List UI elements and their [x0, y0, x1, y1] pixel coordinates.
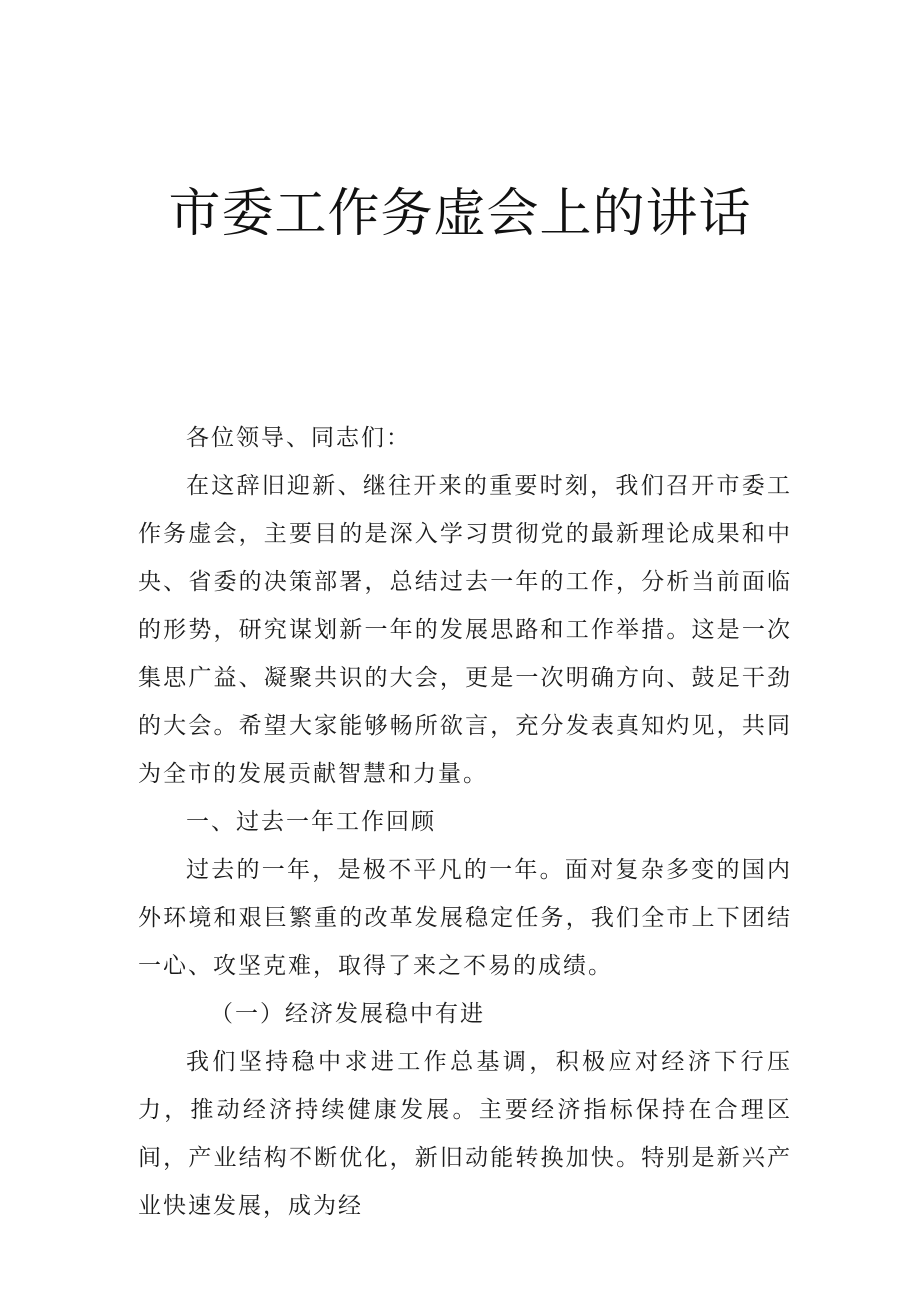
- paragraph-review: 过去的一年，是极不平凡的一年。面对复杂多变的国内外环境和艰巨繁重的改革发展稳定任务，我们全市上下团结一心、攻坚克难，取得了来之不易的成绩。: [138, 857, 792, 979]
- salutation: 各位领导、同志们：: [186, 425, 411, 451]
- paragraph-economy: 我们坚持稳中求进工作总基调，积极应对经济下行压力，推动经济持续健康发展。主要经济指标保持在合理区间，产业结构不断优化，新旧动能转换加快。特别是新兴产业快速发展，成为经: [138, 1049, 792, 1219]
- subsection-heading: （一）经济发展稳中有进: [210, 1001, 485, 1027]
- section-heading: 一、过去一年工作回顾: [186, 809, 436, 835]
- document-title: 市委工作务虚会上的讲话: [168, 184, 752, 244]
- document-body: [138, 414, 792, 1230]
- paragraph-intro: 在这辞旧迎新、继往开来的重要时刻，我们召开市委工作务虚会，主要目的是深入学习贯彻党的最新理论成果和中央、省委的决策部署，总结过去一年的工作，分析当前面临的形势，研究谋划新一年的发展思路和工作举措。这是一次集思广益、凝聚共识的大会，更是一次明确方向、鼓足干劲的大会。希望大家能够畅所欲言，充分发表真知灼见，共同为全市的发展贡献智慧和力量。: [138, 473, 792, 787]
